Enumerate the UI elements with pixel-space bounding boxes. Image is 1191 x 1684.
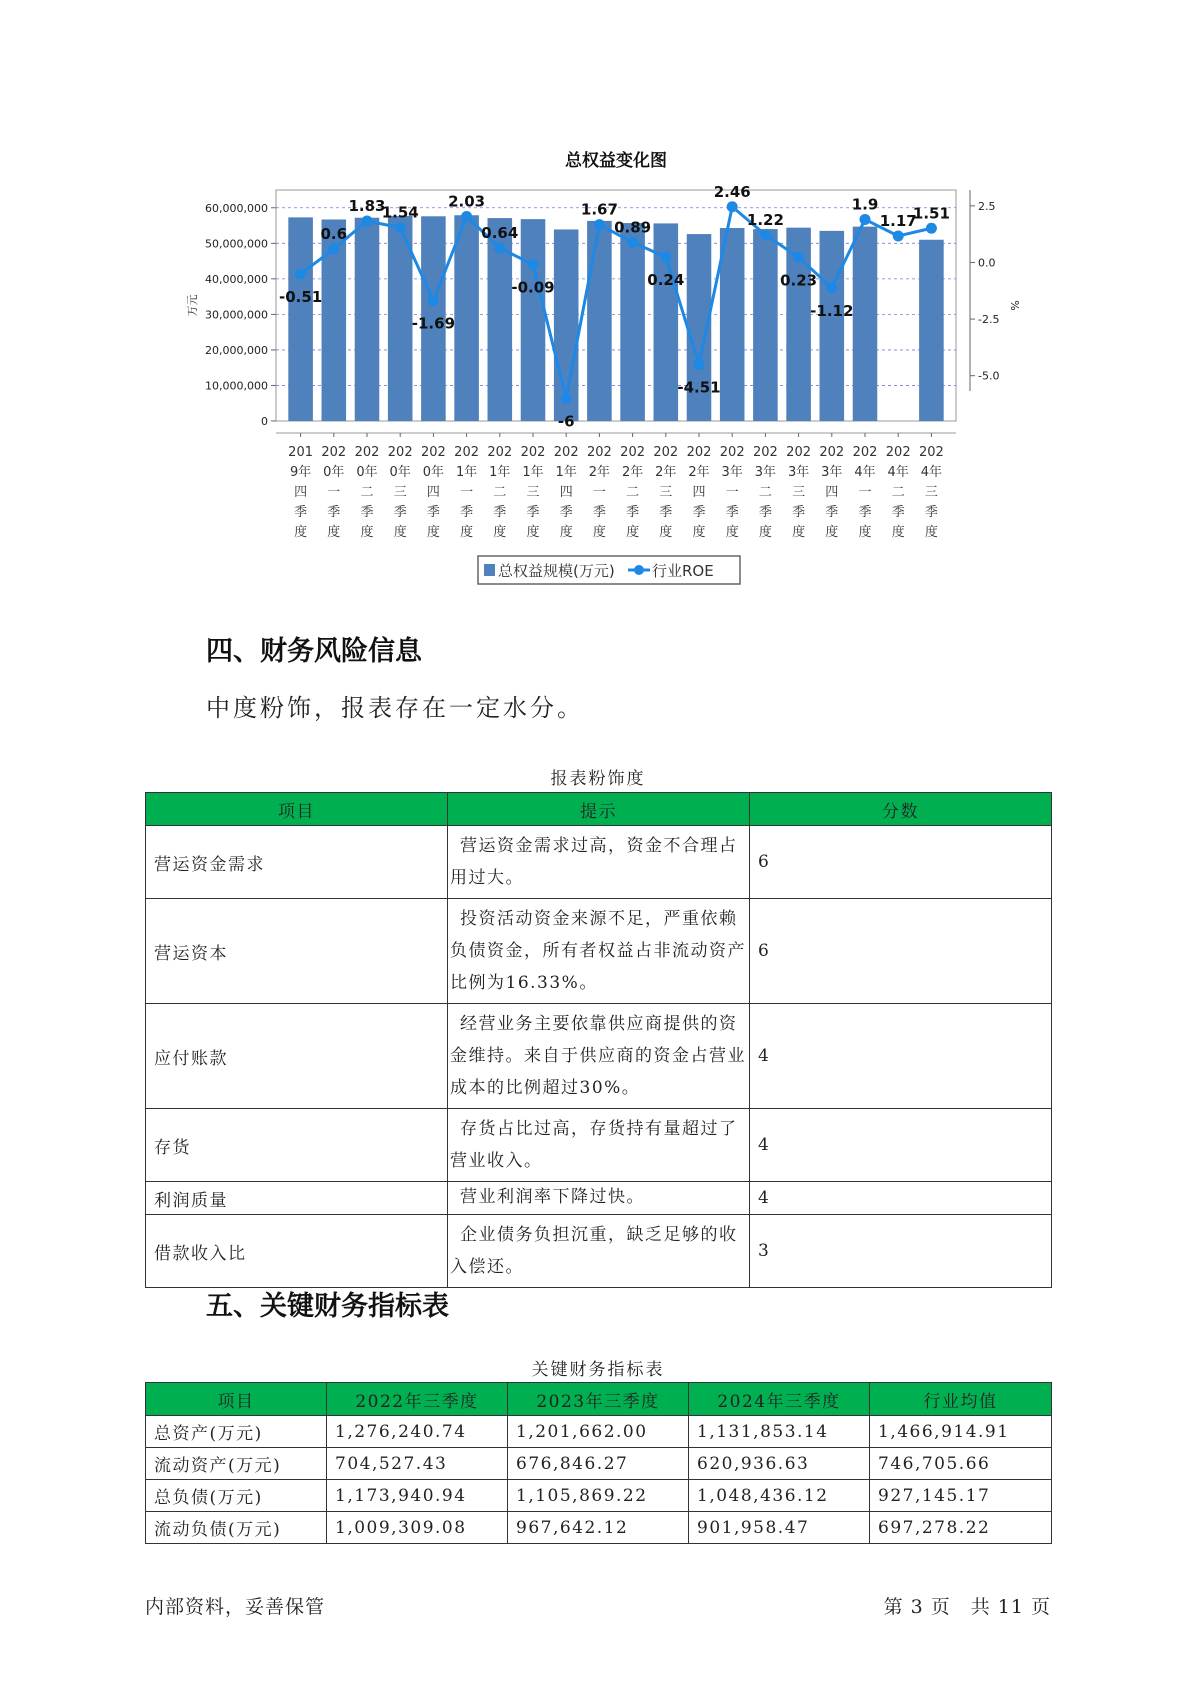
roe-data-label: -6 xyxy=(557,412,575,431)
risk-hint: 存货占比过高，存货持有量超过了营业收入。 xyxy=(448,1109,750,1182)
roe-point xyxy=(860,214,871,225)
kpi-value: 746,705.66 xyxy=(870,1448,1052,1480)
kpi-item: 总资产(万元) xyxy=(146,1416,327,1448)
roe-point xyxy=(926,223,937,234)
x-axis-tick-label: 202 0年三季度 xyxy=(387,445,413,540)
x-axis-tick-label: 202 1年三季度 xyxy=(520,445,546,540)
kpi-value: 620,936.63 xyxy=(689,1448,870,1480)
roe-data-label: -4.51 xyxy=(677,378,721,397)
bar xyxy=(288,217,313,421)
y-axis-tick-label: 10,000,000 xyxy=(205,379,268,393)
roe-point xyxy=(428,295,439,306)
equity-chart xyxy=(0,0,1191,600)
table-row xyxy=(146,1480,1052,1512)
section-heading-financial-risk: 四、财务风险信息 xyxy=(206,636,422,667)
kpi-table-caption: 关键财务指标表 xyxy=(531,1360,665,1380)
risk-hint: 经营业务主要依靠供应商提供的资金维持。来自于供应商的资金占营业成本的比例超过30%。 xyxy=(448,1004,750,1109)
roe-point xyxy=(395,222,406,233)
roe-data-label: -0.51 xyxy=(278,288,323,307)
column-header: 分数 xyxy=(750,793,1052,826)
y-axis-tick-label: 40,000,000 xyxy=(205,272,268,286)
x-axis-tick-label: 202 3年三季度 xyxy=(786,445,812,540)
roe-point xyxy=(561,393,572,404)
bar xyxy=(454,215,479,421)
bar xyxy=(620,223,645,421)
kpi-value: 1,466,914.91 xyxy=(870,1416,1052,1448)
risk-hint: 投资活动资金来源不足，严重依赖负债资金，所有者权益占非流动资产比例为16.33%。 xyxy=(448,899,750,1004)
roe-point xyxy=(328,243,339,254)
roe-data-label: -0.09 xyxy=(511,278,555,297)
section-heading-key-indicators: 五、关键财务指标表 xyxy=(206,1291,449,1322)
footer-page-number: 第 3 页 共 11 页 xyxy=(883,1596,1051,1618)
risk-item: 应付账款 xyxy=(146,1004,448,1109)
y-axis-tick-label: 50,000,000 xyxy=(205,237,268,251)
column-header: 项目 xyxy=(146,793,448,826)
roe-point xyxy=(893,230,904,241)
x-axis-tick-label: 202 2年一季度 xyxy=(586,445,612,540)
bar xyxy=(919,240,944,421)
legend-swatch-point xyxy=(634,565,644,575)
legend-label-equity: 总权益规模(万元) xyxy=(498,562,615,580)
column-header: 提示 xyxy=(448,793,750,826)
roe-point xyxy=(826,282,837,293)
bar xyxy=(820,231,845,421)
risk-table-header xyxy=(146,793,1052,826)
kpi-value: 1,173,940.94 xyxy=(327,1480,508,1512)
roe-point xyxy=(494,242,505,253)
legend-label-roe: 行业ROE xyxy=(652,562,714,580)
x-axis-tick-label: 202 0年一季度 xyxy=(321,445,347,540)
x-axis-tick-label: 202 3年四季度 xyxy=(819,445,845,540)
table-row xyxy=(146,899,1052,1004)
roe-data-label: 2.46 xyxy=(713,182,751,201)
kpi-value: 927,145.17 xyxy=(870,1480,1052,1512)
kpi-value: 704,527.43 xyxy=(327,1448,508,1480)
x-axis-tick-label: 202 0年二季度 xyxy=(354,445,380,540)
x-axis-tick-label: 202 4年二季度 xyxy=(885,445,911,540)
y-axis-tick-label: 60,000,000 xyxy=(205,201,268,215)
roe-point xyxy=(461,211,472,222)
financial-risk-summary: 中度粉饰，报表存在一定水分。 xyxy=(206,694,584,722)
roe-point xyxy=(760,229,771,240)
roe-data-label: 2.03 xyxy=(448,192,486,211)
x-axis-tick-label: 202 4年三季度 xyxy=(918,445,944,540)
roe-point xyxy=(793,252,804,263)
risk-table-caption: 报表粉饰度 xyxy=(550,769,646,789)
table-row xyxy=(146,826,1052,899)
kpi-value: 676,846.27 xyxy=(508,1448,689,1480)
equity-chart-svg xyxy=(0,0,1191,600)
risk-score: 4 xyxy=(750,1004,1052,1109)
roe-data-label: 0.64 xyxy=(481,223,519,242)
y-axis-label: 万元 xyxy=(186,294,199,317)
x-axis-tick-label: 202 1年二季度 xyxy=(487,445,513,540)
risk-table xyxy=(145,792,1052,1288)
roe-point xyxy=(295,269,306,280)
x-axis-tick-label: 202 2年二季度 xyxy=(620,445,646,540)
bar xyxy=(521,219,546,421)
column-header: 2023年三季度 xyxy=(508,1383,689,1416)
y-axis-tick-label: 30,000,000 xyxy=(205,308,268,322)
risk-hint: 企业债务负担沉重，缺乏足够的收入偿还。 xyxy=(448,1215,750,1288)
kpi-item: 总负债(万元) xyxy=(146,1480,327,1512)
kpi-item: 流动资产(万元) xyxy=(146,1448,327,1480)
table-row xyxy=(146,1004,1052,1109)
table-row xyxy=(146,1215,1052,1288)
risk-score: 6 xyxy=(750,826,1052,899)
risk-hint: 营运资金需求过高，资金不合理占用过大。 xyxy=(448,826,750,899)
kpi-table xyxy=(145,1382,1052,1544)
x-axis-tick-label: 202 1年一季度 xyxy=(454,445,480,540)
roe-data-label: 0.6 xyxy=(320,224,348,243)
risk-item: 营运资本 xyxy=(146,899,448,1004)
x-axis-tick-label: 202 3年二季度 xyxy=(752,445,778,540)
kpi-value: 1,131,853.14 xyxy=(689,1416,870,1448)
y2-axis-label: % xyxy=(1009,300,1022,311)
risk-item: 利润质量 xyxy=(146,1182,448,1215)
risk-score: 3 xyxy=(750,1215,1052,1288)
x-axis-tick-label: 202 4年一季度 xyxy=(852,445,878,540)
bar xyxy=(355,218,380,421)
roe-data-label: 1.9 xyxy=(851,195,879,214)
roe-data-label: -1.69 xyxy=(411,314,456,333)
table-row xyxy=(146,1182,1052,1215)
x-axis-tick-label: 202 0年四季度 xyxy=(420,445,446,540)
roe-point xyxy=(627,237,638,248)
risk-score: 6 xyxy=(750,899,1052,1004)
kpi-item: 流动负债(万元) xyxy=(146,1512,327,1544)
risk-item: 存货 xyxy=(146,1109,448,1182)
kpi-value: 1,201,662.00 xyxy=(508,1416,689,1448)
roe-point xyxy=(362,216,373,227)
risk-hint: 营业利润率下降过快。 xyxy=(448,1182,750,1215)
table-row xyxy=(146,1109,1052,1182)
table-row xyxy=(146,1512,1052,1544)
y2-axis-tick-label: -2.5 xyxy=(978,313,1000,327)
y2-axis-tick-label: -5.0 xyxy=(978,369,1000,383)
roe-data-label: 0.24 xyxy=(647,271,685,290)
y-axis-tick-label: 20,000,000 xyxy=(205,343,268,357)
roe-point xyxy=(594,219,605,230)
x-axis-tick-label: 201 9年四季度 xyxy=(288,445,314,540)
footer-confidential: 内部资料，妥善保管 xyxy=(145,1596,326,1618)
risk-score: 4 xyxy=(750,1109,1052,1182)
kpi-value: 1,009,309.08 xyxy=(327,1512,508,1544)
risk-score: 4 xyxy=(750,1182,1052,1215)
roe-point xyxy=(660,252,671,263)
roe-data-label: 1.83 xyxy=(348,197,386,216)
roe-data-label: 1.22 xyxy=(746,210,784,229)
roe-data-label: 0.23 xyxy=(780,271,818,290)
roe-data-label: 1.54 xyxy=(381,203,419,222)
roe-data-label: -1.12 xyxy=(810,301,854,320)
bar xyxy=(720,228,745,421)
y2-axis-tick-label: 0.0 xyxy=(978,256,996,270)
x-axis-tick-label: 202 1年四季度 xyxy=(553,445,579,540)
y-axis-tick-label: 0 xyxy=(261,415,268,428)
roe-data-label: 0.89 xyxy=(614,218,652,237)
roe-point xyxy=(694,359,705,370)
roe-data-label: 1.51 xyxy=(912,204,950,223)
table-row xyxy=(146,1416,1052,1448)
roe-point xyxy=(528,259,539,270)
bar xyxy=(753,229,778,421)
table-row xyxy=(146,1448,1052,1480)
y2-axis-tick-label: 2.5 xyxy=(978,199,996,213)
x-axis-tick-label: 202 2年三季度 xyxy=(653,445,679,540)
legend-swatch-bar xyxy=(484,564,495,576)
kpi-value: 697,278.22 xyxy=(870,1512,1052,1544)
roe-data-label: 1.67 xyxy=(580,200,618,219)
x-axis-tick-label: 202 2年四季度 xyxy=(686,445,712,540)
chart-title: 总权益变化图 xyxy=(565,151,667,171)
kpi-value: 967,642.12 xyxy=(508,1512,689,1544)
bar xyxy=(587,221,612,421)
kpi-value: 1,105,869.22 xyxy=(508,1480,689,1512)
kpi-value: 1,276,240.74 xyxy=(327,1416,508,1448)
x-axis-tick-label: 202 3年一季度 xyxy=(719,445,745,540)
roe-data-label: 1.17 xyxy=(879,211,917,230)
column-header: 2024年三季度 xyxy=(689,1383,870,1416)
column-header: 行业均值 xyxy=(870,1383,1052,1416)
column-header: 项目 xyxy=(146,1383,327,1416)
column-header: 2022年三季度 xyxy=(327,1383,508,1416)
roe-point xyxy=(727,201,738,212)
kpi-table-header xyxy=(146,1383,1052,1416)
risk-item: 借款收入比 xyxy=(146,1215,448,1288)
kpi-value: 901,958.47 xyxy=(689,1512,870,1544)
risk-item: 营运资金需求 xyxy=(146,826,448,899)
kpi-value: 1,048,436.12 xyxy=(689,1480,870,1512)
bar xyxy=(853,227,878,421)
